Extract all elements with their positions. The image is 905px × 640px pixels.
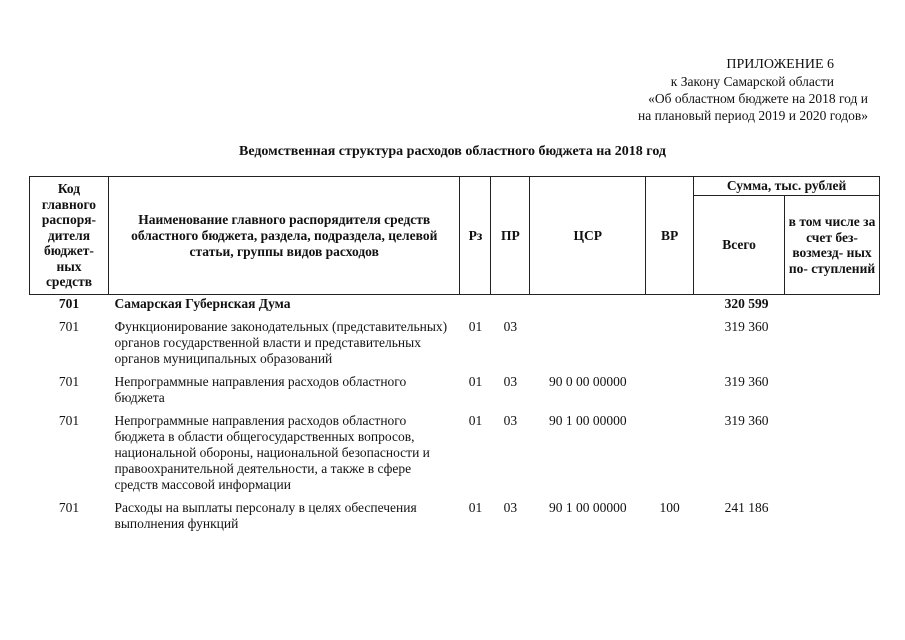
cell-incl [785, 413, 880, 500]
cell-pr: 03 [503, 413, 518, 428]
cell-rz: 01 [468, 374, 483, 389]
cell-csr [530, 319, 646, 374]
table-row [30, 319, 880, 374]
appendix-law-period: на плановый период 2019 и 2020 годов» [637, 108, 868, 123]
cell-code: 701 [58, 296, 80, 311]
cell-incl [785, 319, 880, 374]
header-sum: Сумма, тыс. рублей [694, 177, 880, 196]
cell-total: 319 360 [724, 374, 769, 389]
cell-total: 241 186 [724, 500, 769, 515]
table-row [30, 374, 880, 413]
header-total: Всего [694, 196, 785, 295]
appendix-law: к Закону Самарской области [670, 74, 834, 89]
header-pr: ПР [491, 177, 530, 295]
cell-pr: 03 [503, 374, 518, 389]
cell-rz: 01 [468, 413, 483, 428]
cell-vr [646, 374, 694, 413]
cell-csr: 90 1 00 00000 [548, 413, 627, 428]
cell-code: 701 [58, 413, 80, 428]
cell-incl [785, 500, 880, 539]
cell-vr: 100 [659, 500, 680, 515]
header-incl: в том числе за счет без- возмезд- ных по- ступлений [785, 196, 880, 295]
cell-pr: 03 [503, 319, 518, 334]
header-rz: Рз [460, 177, 491, 295]
cell-rz: 01 [468, 500, 483, 515]
cell-name: Расходы на выплаты персоналу в целях обеспечения выполнения функций [114, 500, 417, 531]
cell-pr: 03 [503, 500, 518, 515]
cell-code: 701 [58, 374, 80, 389]
table-row [30, 500, 880, 539]
cell-name: Непрограммные направления расходов областного бюджета в области общегосударственных вопросов, национальной обороны, национальной безопасности и правоохранительной деятельности, а также в сфере средств массовой информации [114, 413, 430, 492]
cell-incl [785, 295, 880, 320]
header-vr: ВР [646, 177, 694, 295]
appendix-header [638, 56, 868, 124]
cell-name: Функционирование законодательных (представительных) органов государственной власти и представительных органов муниципальных образований [114, 319, 448, 366]
page-title: Ведомственная структура расходов областного бюджета на 2018 год [238, 144, 666, 159]
table-row [30, 295, 880, 320]
cell-incl [785, 374, 880, 413]
header-csr: ЦСР [530, 177, 646, 295]
cell-code: 701 [58, 319, 80, 334]
table-row [30, 413, 880, 500]
cell-name: Самарская Губернская Дума [114, 296, 291, 311]
appendix-number: ПРИЛОЖЕНИЕ 6 [726, 57, 834, 72]
cell-vr [646, 295, 694, 320]
table-body [30, 295, 880, 540]
cell-csr [530, 295, 646, 320]
header-code: Код главного распоря- дителя бюджет- ных средств [30, 177, 109, 295]
cell-vr [646, 319, 694, 374]
appendix-law-title: «Об областном бюджете на 2018 год и [648, 91, 868, 106]
header-name: Наименование главного распорядителя средств областного бюджета, раздела, подраздела, целевой статьи, группы видов расходов [108, 177, 460, 295]
cell-name: Непрограммные направления расходов областного бюджета [114, 374, 407, 405]
cell-total: 320 599 [724, 296, 769, 311]
cell-vr [646, 413, 694, 500]
cell-code: 701 [58, 500, 80, 515]
cell-total: 319 360 [724, 413, 769, 428]
cell-rz: 01 [468, 319, 483, 334]
cell-csr: 90 1 00 00000 [548, 500, 627, 515]
cell-csr: 90 0 00 00000 [548, 374, 627, 389]
cell-rz [460, 295, 491, 320]
cell-total: 319 360 [724, 319, 769, 334]
budget-table [29, 176, 880, 539]
cell-pr [491, 295, 530, 320]
